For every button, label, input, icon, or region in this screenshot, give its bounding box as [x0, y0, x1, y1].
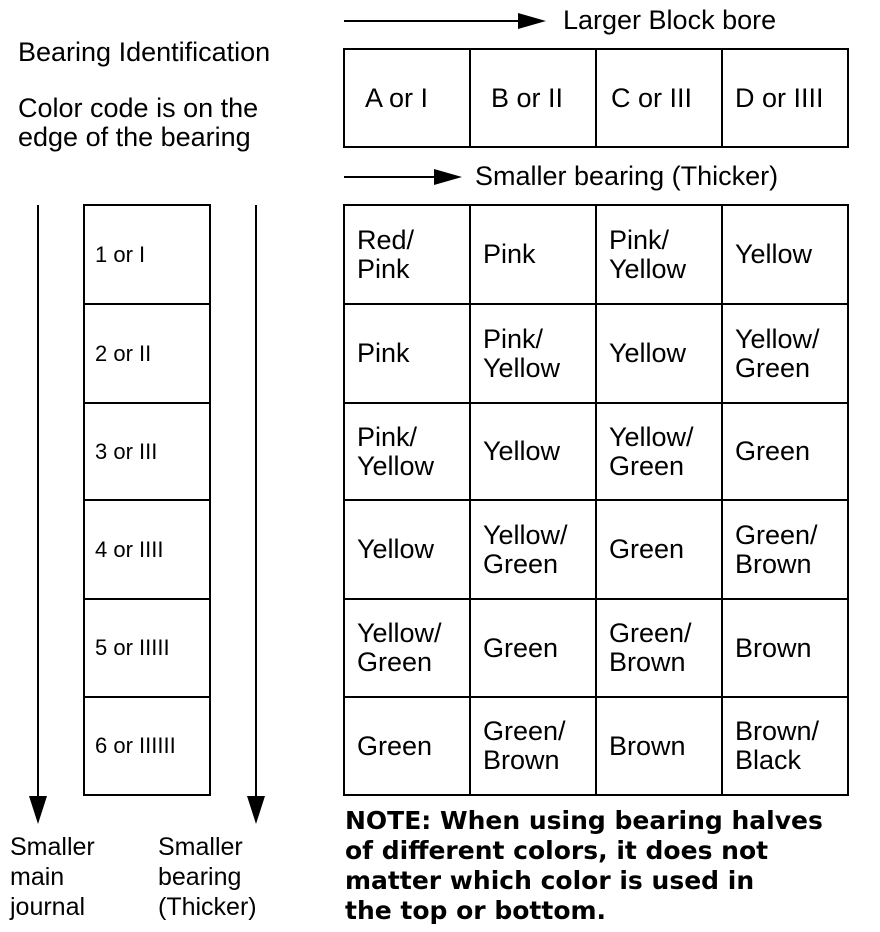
row-label-6: 6 or IIIIII — [95, 733, 176, 758]
diagram-subtitle: Color code is on the edge of the bearing — [18, 93, 259, 152]
color-cell: Pink/ Yellow — [357, 421, 435, 481]
column-header-c: C or III — [611, 82, 693, 113]
larger-bore-arrow — [344, 13, 546, 29]
color-cell: Pink — [357, 338, 410, 368]
color-cell: Pink/ Yellow — [609, 224, 687, 284]
color-cell: Yellow — [357, 534, 435, 564]
color-cell: Pink — [483, 239, 536, 269]
top-arrow-label: Larger Block bore — [563, 5, 777, 35]
color-cell: Green — [357, 730, 433, 761]
color-cell: Green/ Brown — [483, 716, 566, 775]
smaller-bearing-arrow — [344, 169, 462, 185]
smaller-bearing-thicker-arrow — [247, 205, 265, 824]
color-cell: Yellow — [609, 338, 687, 368]
color-cell: Brown/ Black — [735, 716, 820, 775]
color-cell: Yellow/ Green — [609, 421, 694, 481]
color-cell: Green — [735, 436, 811, 466]
right-arrow-label: Smaller bearing (Thicker) — [158, 833, 257, 921]
row-label-4: 4 or IIII — [95, 536, 164, 562]
color-cell: Green — [483, 632, 559, 663]
column-header-d: D or IIII — [735, 82, 824, 113]
color-cell: Yellow/ Green — [357, 618, 442, 677]
row-label-2: 2 or II — [95, 340, 152, 366]
color-cell: Brown — [735, 632, 812, 663]
note-text: NOTE: When using bearing halves of different colors, it does not matter which color is used in the top or bottom. — [345, 806, 823, 925]
color-cell: Pink/ Yellow — [483, 323, 561, 383]
row-label-1: 1 or I — [95, 241, 146, 267]
color-cell: Yellow — [483, 436, 561, 466]
diagram-title: Bearing Identification — [18, 37, 271, 67]
color-cell: Green/ Brown — [609, 618, 692, 677]
middle-arrow-label: Smaller bearing (Thicker) — [475, 161, 779, 191]
color-cell: Green/ Brown — [735, 519, 818, 579]
row-label-5: 5 or IIIII — [95, 635, 170, 660]
color-cell: Yellow/ Green — [735, 323, 820, 383]
column-header-b: B or II — [491, 82, 564, 113]
color-cell: Red/ Pink — [357, 224, 415, 284]
row-label-3: 3 or III — [95, 438, 158, 464]
color-cell: Yellow — [735, 239, 813, 269]
smaller-main-journal-arrow — [29, 205, 47, 824]
color-cell: Yellow/ Green — [483, 519, 568, 579]
color-cell: Green — [609, 534, 685, 564]
left-arrow-label: Smaller main journal — [10, 833, 95, 921]
color-cell: Brown — [609, 730, 686, 761]
column-header-a: A or I — [365, 82, 429, 113]
